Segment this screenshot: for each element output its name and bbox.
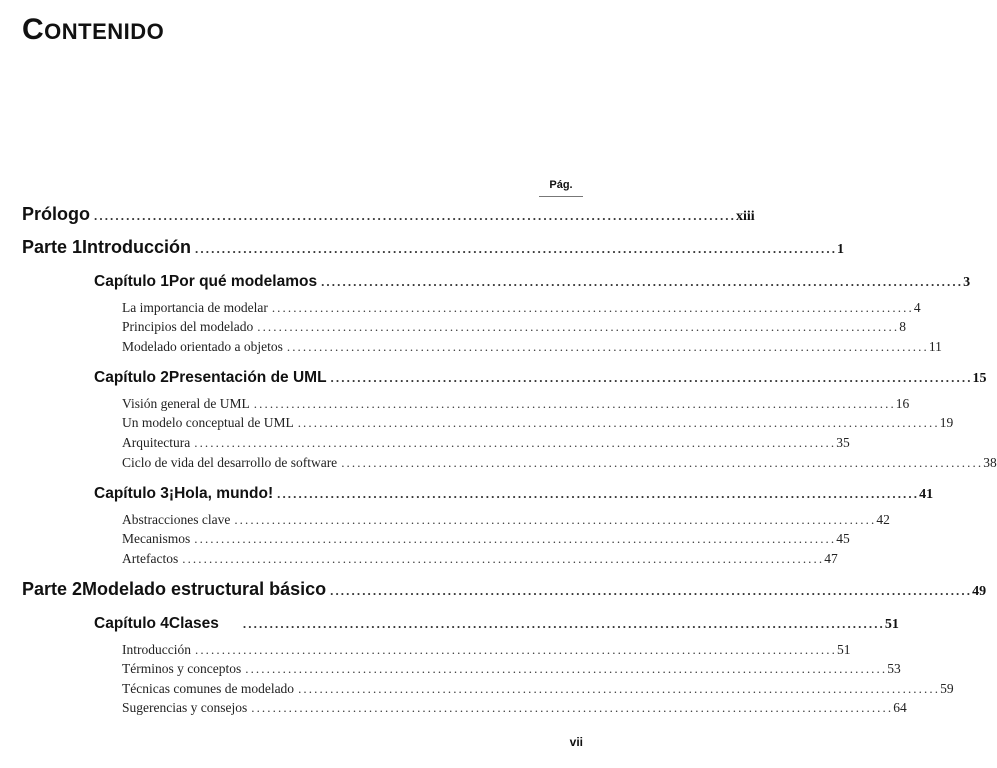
entry-prefix: Parte 1 bbox=[22, 237, 83, 257]
toc-subentry[interactable] bbox=[122, 697, 907, 719]
entry-label: ¡Hola, mundo! bbox=[168, 485, 274, 502]
entry-page: 4 bbox=[913, 300, 921, 315]
entry-label: Por qué modelamos bbox=[168, 273, 318, 290]
entry-page: 49 bbox=[972, 584, 987, 599]
toc-subentry[interactable] bbox=[122, 452, 997, 474]
entry-label: Modelado orientado a objetos bbox=[122, 339, 283, 354]
entry-prefix: Parte 2 bbox=[22, 579, 83, 599]
dot-leader: ........................................................................................................................ bbox=[194, 435, 837, 450]
toc-entry-parte-2[interactable] bbox=[22, 578, 987, 600]
entry-page: 16 bbox=[895, 396, 910, 411]
entry-label: Modelado estructural básico bbox=[82, 579, 327, 599]
toc-subentry[interactable] bbox=[122, 316, 906, 338]
entry-page: 38 bbox=[983, 455, 997, 470]
entry-label: Prólogo bbox=[22, 204, 90, 224]
dot-leader: ........................................................................................................................ bbox=[245, 661, 888, 676]
entry-label: Arquitectura bbox=[122, 435, 191, 450]
title-initial: C bbox=[22, 13, 45, 46]
entry-page: 19 bbox=[939, 415, 954, 430]
entry-prefix: Capítulo 2 bbox=[94, 369, 169, 386]
entry-page: 51 bbox=[836, 642, 851, 657]
toc-entry-parte-1[interactable] bbox=[22, 236, 845, 258]
dot-leader: ........................................................................................................................ bbox=[298, 681, 941, 696]
entry-label: Presentación de UML bbox=[168, 369, 327, 386]
dot-leader: ........................................................................................................................ bbox=[330, 583, 973, 598]
entry-page: 3 bbox=[963, 275, 971, 290]
entry-prefix: Capítulo 1 bbox=[94, 273, 169, 290]
toc-subentry[interactable] bbox=[122, 432, 850, 454]
toc-entry-prologo[interactable] bbox=[22, 203, 755, 225]
title-rest: ONTENIDO bbox=[44, 19, 165, 44]
toc-entry-capitulo-3[interactable] bbox=[94, 483, 934, 505]
entry-page: 64 bbox=[893, 700, 907, 715]
page-title bbox=[22, 14, 164, 48]
dot-leader: ........................................................................................................................ bbox=[182, 551, 825, 566]
entry-page: 11 bbox=[928, 339, 942, 354]
dot-leader: ........................................................................................................................ bbox=[277, 486, 920, 501]
dot-leader: ........................................................................................................................ bbox=[297, 415, 940, 430]
dot-leader: ........................................................................................................................ bbox=[194, 531, 837, 546]
toc-subentry[interactable] bbox=[122, 658, 901, 680]
toc-entry-capitulo-2[interactable] bbox=[94, 367, 987, 389]
entry-page: 47 bbox=[824, 551, 838, 566]
dot-leader: ........................................................................................................................ bbox=[321, 274, 964, 289]
dot-leader: ........................................................................................................................ bbox=[253, 396, 896, 411]
dot-leader: ........................................................................................................................ bbox=[286, 339, 929, 354]
entry-label: Clases bbox=[168, 615, 219, 632]
dot-leader: ........................................................................................................................ bbox=[242, 616, 885, 631]
entry-page: 1 bbox=[837, 242, 845, 257]
dot-leader: ........................................................................................................................ bbox=[330, 370, 973, 385]
page-column-header: Pág. bbox=[539, 177, 583, 197]
entry-label: Introducción bbox=[122, 642, 191, 657]
entry-label: Principios del modelado bbox=[122, 319, 254, 334]
entry-prefix: Capítulo 4 bbox=[94, 615, 169, 632]
entry-page: 8 bbox=[899, 319, 906, 334]
entry-label: Técnicas comunes de modelado bbox=[122, 681, 295, 696]
dot-leader: ........................................................................................................................ bbox=[234, 512, 877, 527]
dot-leader: ........................................................................................................................ bbox=[341, 455, 984, 470]
entry-label: Mecanismos bbox=[122, 531, 191, 546]
dot-leader: ........................................................................................................................ bbox=[195, 241, 838, 256]
toc-entry-capitulo-4[interactable] bbox=[94, 613, 899, 635]
entry-page: 59 bbox=[940, 681, 954, 696]
entry-label: Visión general de UML bbox=[122, 396, 250, 411]
entry-page: 41 bbox=[919, 487, 934, 502]
dot-leader: ........................................................................................................................ bbox=[257, 319, 900, 334]
dot-leader: ........................................................................................................................ bbox=[194, 642, 837, 657]
entry-label: Ciclo de vida del desarrollo de software bbox=[122, 455, 338, 470]
toc-entry-capitulo-1[interactable] bbox=[94, 271, 971, 293]
entry-label: Artefactos bbox=[122, 551, 179, 566]
entry-label: La importancia de modelar bbox=[122, 300, 268, 315]
entry-page: 15 bbox=[972, 371, 987, 386]
toc-subentry[interactable] bbox=[122, 528, 850, 550]
dot-leader: ........................................................................................................................ bbox=[271, 300, 914, 315]
entry-page: 51 bbox=[884, 617, 899, 632]
entry-page: xiii bbox=[736, 209, 755, 224]
entry-label: Un modelo conceptual de UML bbox=[122, 415, 294, 430]
entry-page: 42 bbox=[876, 512, 890, 527]
entry-label: Introducción bbox=[82, 237, 192, 257]
dot-leader: ........................................................................................................................ bbox=[251, 700, 894, 715]
entry-page: 35 bbox=[836, 435, 850, 450]
entry-page: 45 bbox=[836, 531, 850, 546]
entry-label: Términos y conceptos bbox=[122, 661, 242, 676]
entry-page: 53 bbox=[887, 661, 901, 676]
toc-subentry[interactable] bbox=[122, 336, 942, 358]
page-number: vii bbox=[569, 735, 583, 749]
toc-subentry[interactable] bbox=[122, 548, 838, 570]
toc-subentry[interactable] bbox=[122, 412, 954, 434]
entry-prefix: Capítulo 3 bbox=[94, 485, 169, 502]
dot-leader: ........................................................................................................................ bbox=[94, 208, 736, 223]
entry-label: Sugerencias y consejos bbox=[122, 700, 248, 715]
entry-label: Abstracciones clave bbox=[122, 512, 231, 527]
